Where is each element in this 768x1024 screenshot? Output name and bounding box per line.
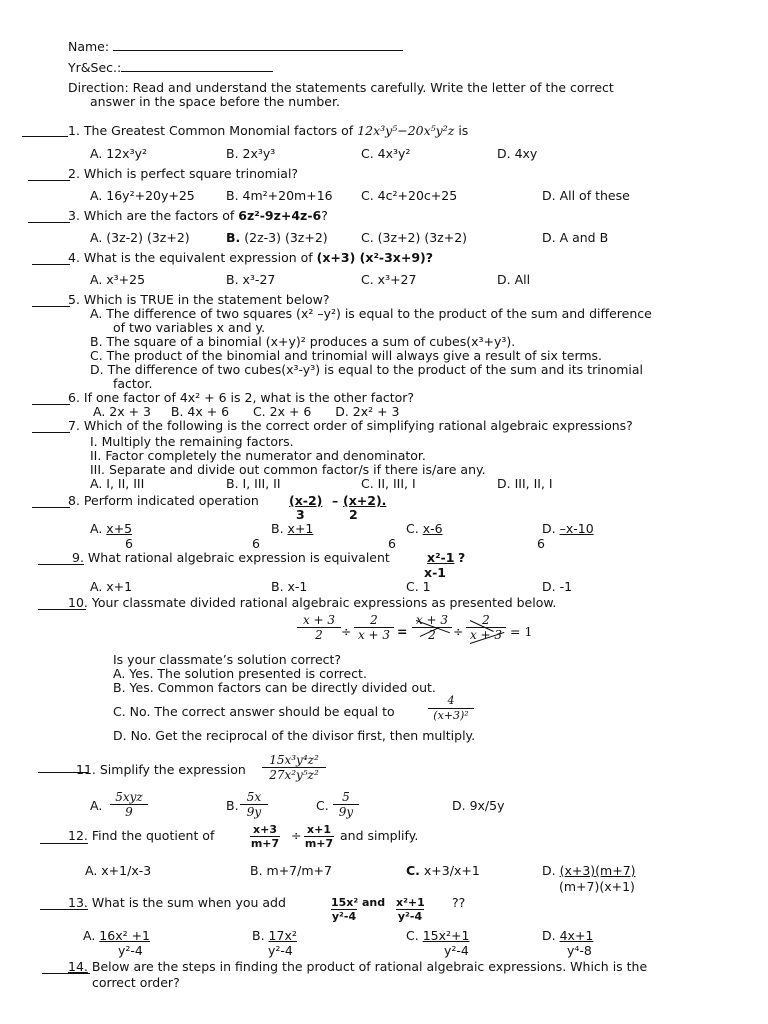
question-1: 1. The Greatest Common Monomial factors of 12x³y⁵−20x⁵y²z is: [68, 123, 469, 138]
q10-prompt: Is your classmate’s solution correct?: [113, 652, 342, 667]
q12-fraction-2: x+1 m+7: [304, 823, 334, 850]
q8-option-a-den: 6: [125, 536, 133, 551]
q10-expr-fraction-4: $\frac{2}{x + 3}$: [466, 613, 506, 642]
q10-option-a: A. Yes. The solution presented is correct.: [113, 666, 367, 681]
q7-step-ii: II. Factor completely the numerator and denominator.: [90, 448, 426, 463]
q9-fraction-den: x-1: [424, 565, 446, 580]
q11-option-a-letter: A.: [90, 798, 103, 813]
question-9: 9. What rational algebraic expression is equivalent: [72, 550, 390, 565]
answer-blank-6[interactable]: [32, 404, 70, 405]
direction-line-1: Direction: Read and understand the statements carefully. Write the letter of the correct: [68, 80, 614, 95]
q9-option-c: C. 1: [406, 579, 431, 594]
q3-option-d: D. A and B: [542, 230, 609, 245]
q10-div-1: ÷: [341, 624, 352, 639]
q10-result: = 1: [510, 624, 533, 639]
q12-option-a: A. x+1/x-3: [85, 863, 152, 878]
q5-option-d: D. The difference of two cubes(x³-y³) is equal to the product of the sum and its trinomial: [90, 362, 644, 377]
q10-option-c: C. No. The correct answer should be equal to: [113, 704, 395, 719]
answer-blank-2[interactable]: [28, 180, 70, 181]
question-10: 10. Your classmate divided rational algebraic expressions as presented below.: [68, 595, 557, 610]
q13-fraction-2: x²+1 y²-4: [396, 896, 425, 923]
answer-blank-7[interactable]: [32, 432, 70, 433]
q7-option-c: C. II, III, I: [361, 476, 416, 491]
q13-option-d: D. 4x+1: [542, 928, 594, 943]
q2-option-b: B. 4m²+20m+16: [226, 188, 333, 203]
q10-expr-fraction-1: $\frac{x + 3}{2}$: [297, 613, 341, 642]
q11-option-c: $\frac{5}{9y}$: [333, 790, 359, 819]
q13-option-c-den: y²-4: [444, 943, 469, 958]
q12-option-b: B. m+7/m+7: [250, 863, 332, 878]
section-blank[interactable]: [121, 60, 273, 72]
q6-options: A. 2x + 3 B. 4x + 6 C. 2x + 6 D. 2x² + 3: [93, 404, 400, 419]
section-label: Yr&Sec.:: [68, 60, 273, 75]
q11-option-d: D. 9x/5y: [452, 798, 505, 813]
q7-option-b: B. I, III, II: [226, 476, 281, 491]
q10-expr-fraction-2: $\frac{2}{x + 3}$: [354, 613, 394, 642]
q5-option-d-cont: factor.: [113, 376, 153, 391]
q3-option-c: C. (3z+2) (3z+2): [361, 230, 468, 245]
q9-question-mark: ?: [458, 550, 466, 565]
answer-blank-5[interactable]: [32, 306, 70, 307]
q1-option-d: D. 4xy: [497, 146, 538, 161]
q10-option-c-fraction: $\frac{4}{\text{(x+3)²}}$: [428, 694, 474, 723]
q9-fraction-num: x²-1: [427, 550, 455, 565]
q13-tail: ??: [452, 895, 466, 910]
q4-option-b: B. x³-27: [226, 272, 276, 287]
q11-option-a: 5xyz 9: [110, 790, 148, 819]
q12-option-c: C. x+3/x+1: [406, 863, 480, 878]
question-3: 3. Which are the factors of 6z²-9z+4z-6?: [68, 208, 328, 223]
question-12: 12. Find the quotient of: [68, 828, 215, 843]
q11-option-b: $\frac{5x}{9y}$: [240, 790, 268, 819]
question-14: 14. Below are the steps in finding the product of rational algebraic expressions. Which is the: [68, 959, 648, 974]
q11-option-c-letter: C.: [316, 798, 329, 813]
q8-option-d: D. –x-10: [542, 521, 594, 536]
name-blank[interactable]: [113, 39, 403, 51]
q12-operator: ÷: [291, 828, 302, 843]
q5-option-c: C. The product of the binomial and trinomial will always give a result of six terms.: [90, 348, 603, 363]
q8-option-c-den: 6: [388, 536, 396, 551]
q5-option-a-cont: of two variables x and y.: [113, 320, 266, 335]
q8-option-c: C. x-6: [406, 521, 443, 536]
question-11: 11. Simplify the expression: [76, 762, 246, 777]
q13-option-c: C. 15x²+1: [406, 928, 470, 943]
question-7: 7. Which of the following is the correct order of simplifying rational algebraic expressions?: [68, 418, 633, 433]
q7-step-i: I. Multiply the remaining factors.: [90, 434, 294, 449]
question-2: 2. Which is perfect square trinomial?: [68, 166, 299, 181]
q8-operator: –: [332, 493, 339, 508]
answer-blank-1[interactable]: [22, 136, 68, 137]
q10-option-b: B. Yes. Common factors can be directly divided out.: [113, 680, 436, 695]
q12-tail: and simplify.: [340, 828, 419, 843]
q13-option-d-den: y⁴-8: [567, 943, 592, 958]
q13-fraction-1: 15x² y²-4: [331, 896, 359, 923]
q8-option-a: A. x+5: [90, 521, 133, 536]
q7-option-a: A. I, II, III: [90, 476, 145, 491]
q9-option-d: D. -1: [542, 579, 573, 594]
question-5: 5. Which is TRUE in the statement below?: [68, 292, 330, 307]
q10-div-2: ÷: [453, 624, 464, 639]
answer-blank-4[interactable]: [32, 264, 70, 265]
q12-option-d-den: (m+7)(x+1): [559, 879, 635, 894]
q8-option-d-den: 6: [537, 536, 545, 551]
answer-blank-12[interactable]: [40, 843, 88, 844]
q10-expr-fraction-3: $\frac{x + 3}{2}$: [412, 613, 452, 642]
q9-option-a: A. x+1: [90, 579, 133, 594]
q7-step-iii: III. Separate and divide out common factor/s if there is/are any.: [90, 462, 486, 477]
q11-option-b-letter: B.: [226, 798, 239, 813]
q1-option-b: B. 2x³y³: [226, 146, 276, 161]
q2-option-a: A. 16y²+20y+25: [90, 188, 195, 203]
q13-option-b: B. 17x²: [252, 928, 297, 943]
q1-option-c: C. 4x³y²: [361, 146, 411, 161]
q13-option-b-den: y²-4: [268, 943, 293, 958]
q13-and: and: [362, 896, 386, 909]
q13-option-a: A. 16x² +1: [83, 928, 151, 943]
q1-option-a: A. 12x³y²: [90, 146, 148, 161]
q3-option-a: A. (3z-2) (3z+2): [90, 230, 190, 245]
q11-expression: $\frac{\text{15x³y⁴z²}}{\text{27x²y⁵z²}}$: [262, 753, 326, 782]
q8-fraction-2-den: 2: [349, 507, 358, 522]
q8-fraction-1-num: (x-2): [289, 493, 323, 508]
answer-blank-8[interactable]: [32, 507, 70, 508]
question-6: 6. If one factor of 4x² + 6 is 2, what is the other factor?: [68, 390, 415, 405]
question-14-cont: correct order?: [92, 975, 180, 990]
name-label: Name:: [68, 39, 403, 54]
q7-option-d: D. III, II, I: [497, 476, 553, 491]
direction-line-2: answer in the space before the number.: [90, 94, 340, 109]
q8-fraction-1-den: 3: [296, 507, 305, 522]
q3-option-b: B. (2z-3) (3z+2): [226, 230, 328, 245]
q10-equals: =: [397, 624, 408, 639]
q8-fraction-2-num: (x+2).: [343, 493, 387, 508]
question-4: 4. What is the equivalent expression of (x+3) (x²-3x+9)?: [68, 250, 434, 265]
q4-option-a: A. x³+25: [90, 272, 146, 287]
answer-blank-3[interactable]: [28, 222, 70, 223]
q10-option-d: D. No. Get the reciprocal of the divisor first, then multiply.: [113, 728, 476, 743]
q4-option-c: C. x³+27: [361, 272, 417, 287]
q2-option-c: C. 4c²+20c+25: [361, 188, 458, 203]
q8-option-b-den: 6: [252, 536, 260, 551]
q12-option-d: D. (x+3)(m+7): [542, 863, 636, 878]
q5-option-a: A. The difference of two squares (x² –y²) is equal to the product of the sum and difference: [90, 306, 652, 321]
q8-option-b: B. x+1: [271, 521, 314, 536]
q9-option-b: B. x-1: [271, 579, 308, 594]
q5-option-b: B. The square of a binomial (x+y)² produces a sum of cubes(x³+y³).: [90, 334, 516, 349]
q2-option-d: D. All of these: [542, 188, 630, 203]
q12-fraction-1: x+3 m+7: [250, 823, 280, 850]
q4-option-d: D. All: [497, 272, 531, 287]
q13-option-a-den: y²-4: [118, 943, 143, 958]
question-13: 13. What is the sum when you add: [68, 895, 286, 910]
question-8: 8. Perform indicated operation: [68, 493, 259, 508]
